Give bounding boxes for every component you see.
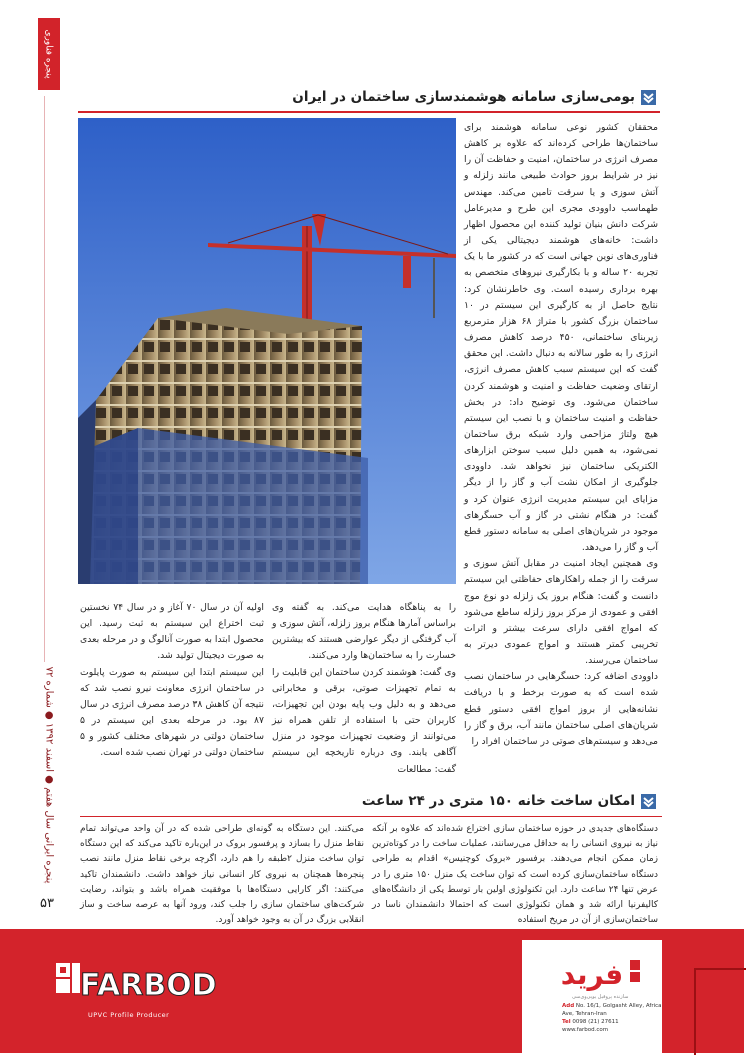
contact-card xyxy=(522,940,662,1053)
section2-heading xyxy=(362,793,656,809)
brand-tagline: سازنده پروفیل یو‌پی‌وی‌سی xyxy=(572,994,629,1000)
svg-text:FARBOD: FARBOD xyxy=(80,968,217,1003)
section2-rule xyxy=(80,816,662,817)
section2-column-left: می‌کنند. این دستگاه به گونه‌ای طراحی شده که در آن واحد می‌تواند تمام نقاط منزل را بسازد و پرفسور بروک در این‌باره تاکید می‌کند که این دستگاه توان ساخت منزل ۲طبقه را هم دارد، اگرچه برخی نقاط منزل مانند نصب پنجره‌ها همچنان به نیروی کار انسانی نیاز خواهد داشت. دانشمندان تاکید می‌کنند: اگر کارایی دستگاه‌ها با موفقیت همراه باشد و بتواند، رضایت شرکت‌های ساختمان سازی را جلب کند، ورود آنها به عرصه ساخت و ساز انقلابی بزرگ در آن به وجود خواهد آورد. xyxy=(80,824,364,926)
brand-subtitle: UPVC Profile Producer xyxy=(88,1011,170,1019)
section2-column-right: دستگاه‌های جدیدی در حوزه ساختمان سازی اختراع شده‌اند که علاوه بر آنکه نیاز به نیروی انسانی را به حداقل می‌رسانند، عملیات ساخت را در کوتاه‌ترین زمان ممکن انجام می‌دهند. برفسور «بروک کوچنیس» اقدام به طراحی دستگاه ساختمان‌سازی کرده است که توان ساخت یک منزل ۱۵۰ متری را در عرض تنها ۲۴ ساعت دارد. این تکنولوژی اولین بار توسط یکی از دانشگاه‌های کالیفرنیا ارائه شد و همان تکنولوژی است که احتمالا دانشمندان ناسا در ساختمان‌سازی از آن در مریخ استفاده xyxy=(372,824,658,926)
chevron-down-icon xyxy=(641,90,656,105)
section2-title: امکان ساخت خانه ۱۵۰ متری در ۲۴ ساعت xyxy=(361,793,635,809)
section1-column-right: محققان کشور نوعی سامانه هوشمند برای ساختمان‌ها طراحی کرده‌اند که علاوه بر کاهش مصرف انرژی در ساختمان، امنیت و حفاظت آن را نیز در شرایط بروز حوادث طبیعی مانند زلزله و آتش سوزی و یا سرقت تامین می‌کند. مهندس طهماسب داوودی مجری این طرح و مدیرعامل شرکت دانش بنیان تولید کننده این محصول اظهار داشت: خانه‌های هوشمند دیجیتالی یکی از فناوری‌های نوین جهانی است که در کشور ما با یک تجربه ۲۰ ساله و با بکارگیری نیروهای متخصص به بهره برداری رسیده است. وی خاطرنشان کرد: نتایج حاصل از به کارگیری این سیستم در ۱۰ ساختمان بزرگ کشور با متراژ ۶۸ هزار مترمربع زیربنای ساختمانی، ۴۵۰ درصد کاهش مصرف انرژی را به طور سالانه به دنبال داشت. این محقق گفت که این سیستم سبب کاهش مصرف انرژی، ارتقای وضعیت حفاظت و امنیت و هوشمند کردن ساختمان می‌شود. وی توضیح داد: در بخش حفاظت و امنیت ساختمان و با نصب این سیستم هیچ ولتاژ مزاحمی وارد شبکه برق ساختمان نمی‌شود، به همین دلیل سبب سوختن ابزارهای الکتریکی ساختمان نیز نخواهد شد. داوودی جلوگیری از امکان نشت آب و گاز را از دیگر مزایای این سیستم مدیریت انرژی عنوان کرد و گفت: در هنگام نشتی در گاز و آب حسگرهای موجود در شریان‌های اصلی به سامانه دستور قطع آب و گاز را می‌دهد. وی همچنین ایجاد امنیت در مقابل آتش سوزی و سرقت را از جمله راهکارهای حفاظتی این سیستم دانست و گفت: هنگام بروز یک زلزله دو نوع موج افقی و عمودی از مرکز بروز زلزله ساطع می‌شود که امواج افقی دارای سرعت بیشتر و اثرات تخریبی کمتر هستند و امواج عمودی دیرتر به ساختمان می‌رسند. داوودی اضافه کرد: حسگرهایی در ساختمان نصب شده است که به صورت برخط و با دریافت نشانه‌هایی از بروز امواج افقی دستور قطع شریان‌های اصلی ساختمان مانند آب، برق و گاز را می‌دهد و سیستم‌های صوتی در ساختمان افراد را xyxy=(464,122,659,747)
section1-column-middle: را به پناهگاه هدایت می‌کند. به گفته وی براساس آمارها هنگام بروز زلزله، آتش سوزی و آب گرفتگی از دیگر عوارضی هستند که بیشترین خسارت را به ساختمان‌ها وارد می‌کنند. وی گفت: هوشمند کردن ساختمان این قابلیت را به تمام تجهیزات صوتی، برقی و مخابراتی می‌دهد و به دلیل وب پایه بودن این تجهیزات، کاربران حتی با استفاده از تلفن همراه نیز می‌توانند از وضعیت تجهیزات موجود در منزل آگاهی یابند. وی درباره تاریخچه این سیستم گفت: مطالعات xyxy=(272,602,456,775)
farbod-logo xyxy=(56,957,217,1007)
contact-address: Add No. 16/1, Golgasht Alley, Africa Ave, Tehran-Iran Tel 0098 (21) 27611 www.farbod.com xyxy=(562,1003,662,1033)
page-number: ۵۳ xyxy=(40,896,54,911)
farid-logo xyxy=(522,948,662,998)
section1-column-left: اولیه آن در سال ۷۰ آغاز و در سال ۷۴ نخستین ثبت اختراع این سیستم به ثبت رسید. این محصول ابتدا به صورت آنالوگ و در مرحله بعدی به صورت دیجیتال تولید شد. این سیستم ابتدا این سیستم به صورت پایلوت در ساختمان انرژی معاونت نیرو نصب شد که نتیجه آن کاهش ۳۸ درصد مصرف انرژی در سال ۸۷ بود. در مرحله بعدی این سیستم در ۵ ساختمان دولتی در شهرهای مختلف کشور و ۵ ساختمان دولتی در تهران نصب شده است. xyxy=(80,602,265,759)
svg-text:فرید: فرید xyxy=(560,958,624,991)
section1-rule xyxy=(78,111,660,113)
decor-frame xyxy=(694,968,746,1055)
section-side-tab: پنجره فناوری xyxy=(38,18,60,90)
side-divider xyxy=(44,96,45,662)
issue-info: پنجره ایرانی سال هفتم ● اسفند ۱۳۹۲ ● شماره ۷۲ xyxy=(43,666,55,884)
section1-heading xyxy=(292,89,656,105)
section1-title: بومی‌سازی سامانه هوشمندسازی ساختمان در ایران xyxy=(292,89,635,105)
chevron-down-icon xyxy=(641,794,656,809)
construction-photo xyxy=(78,118,456,584)
